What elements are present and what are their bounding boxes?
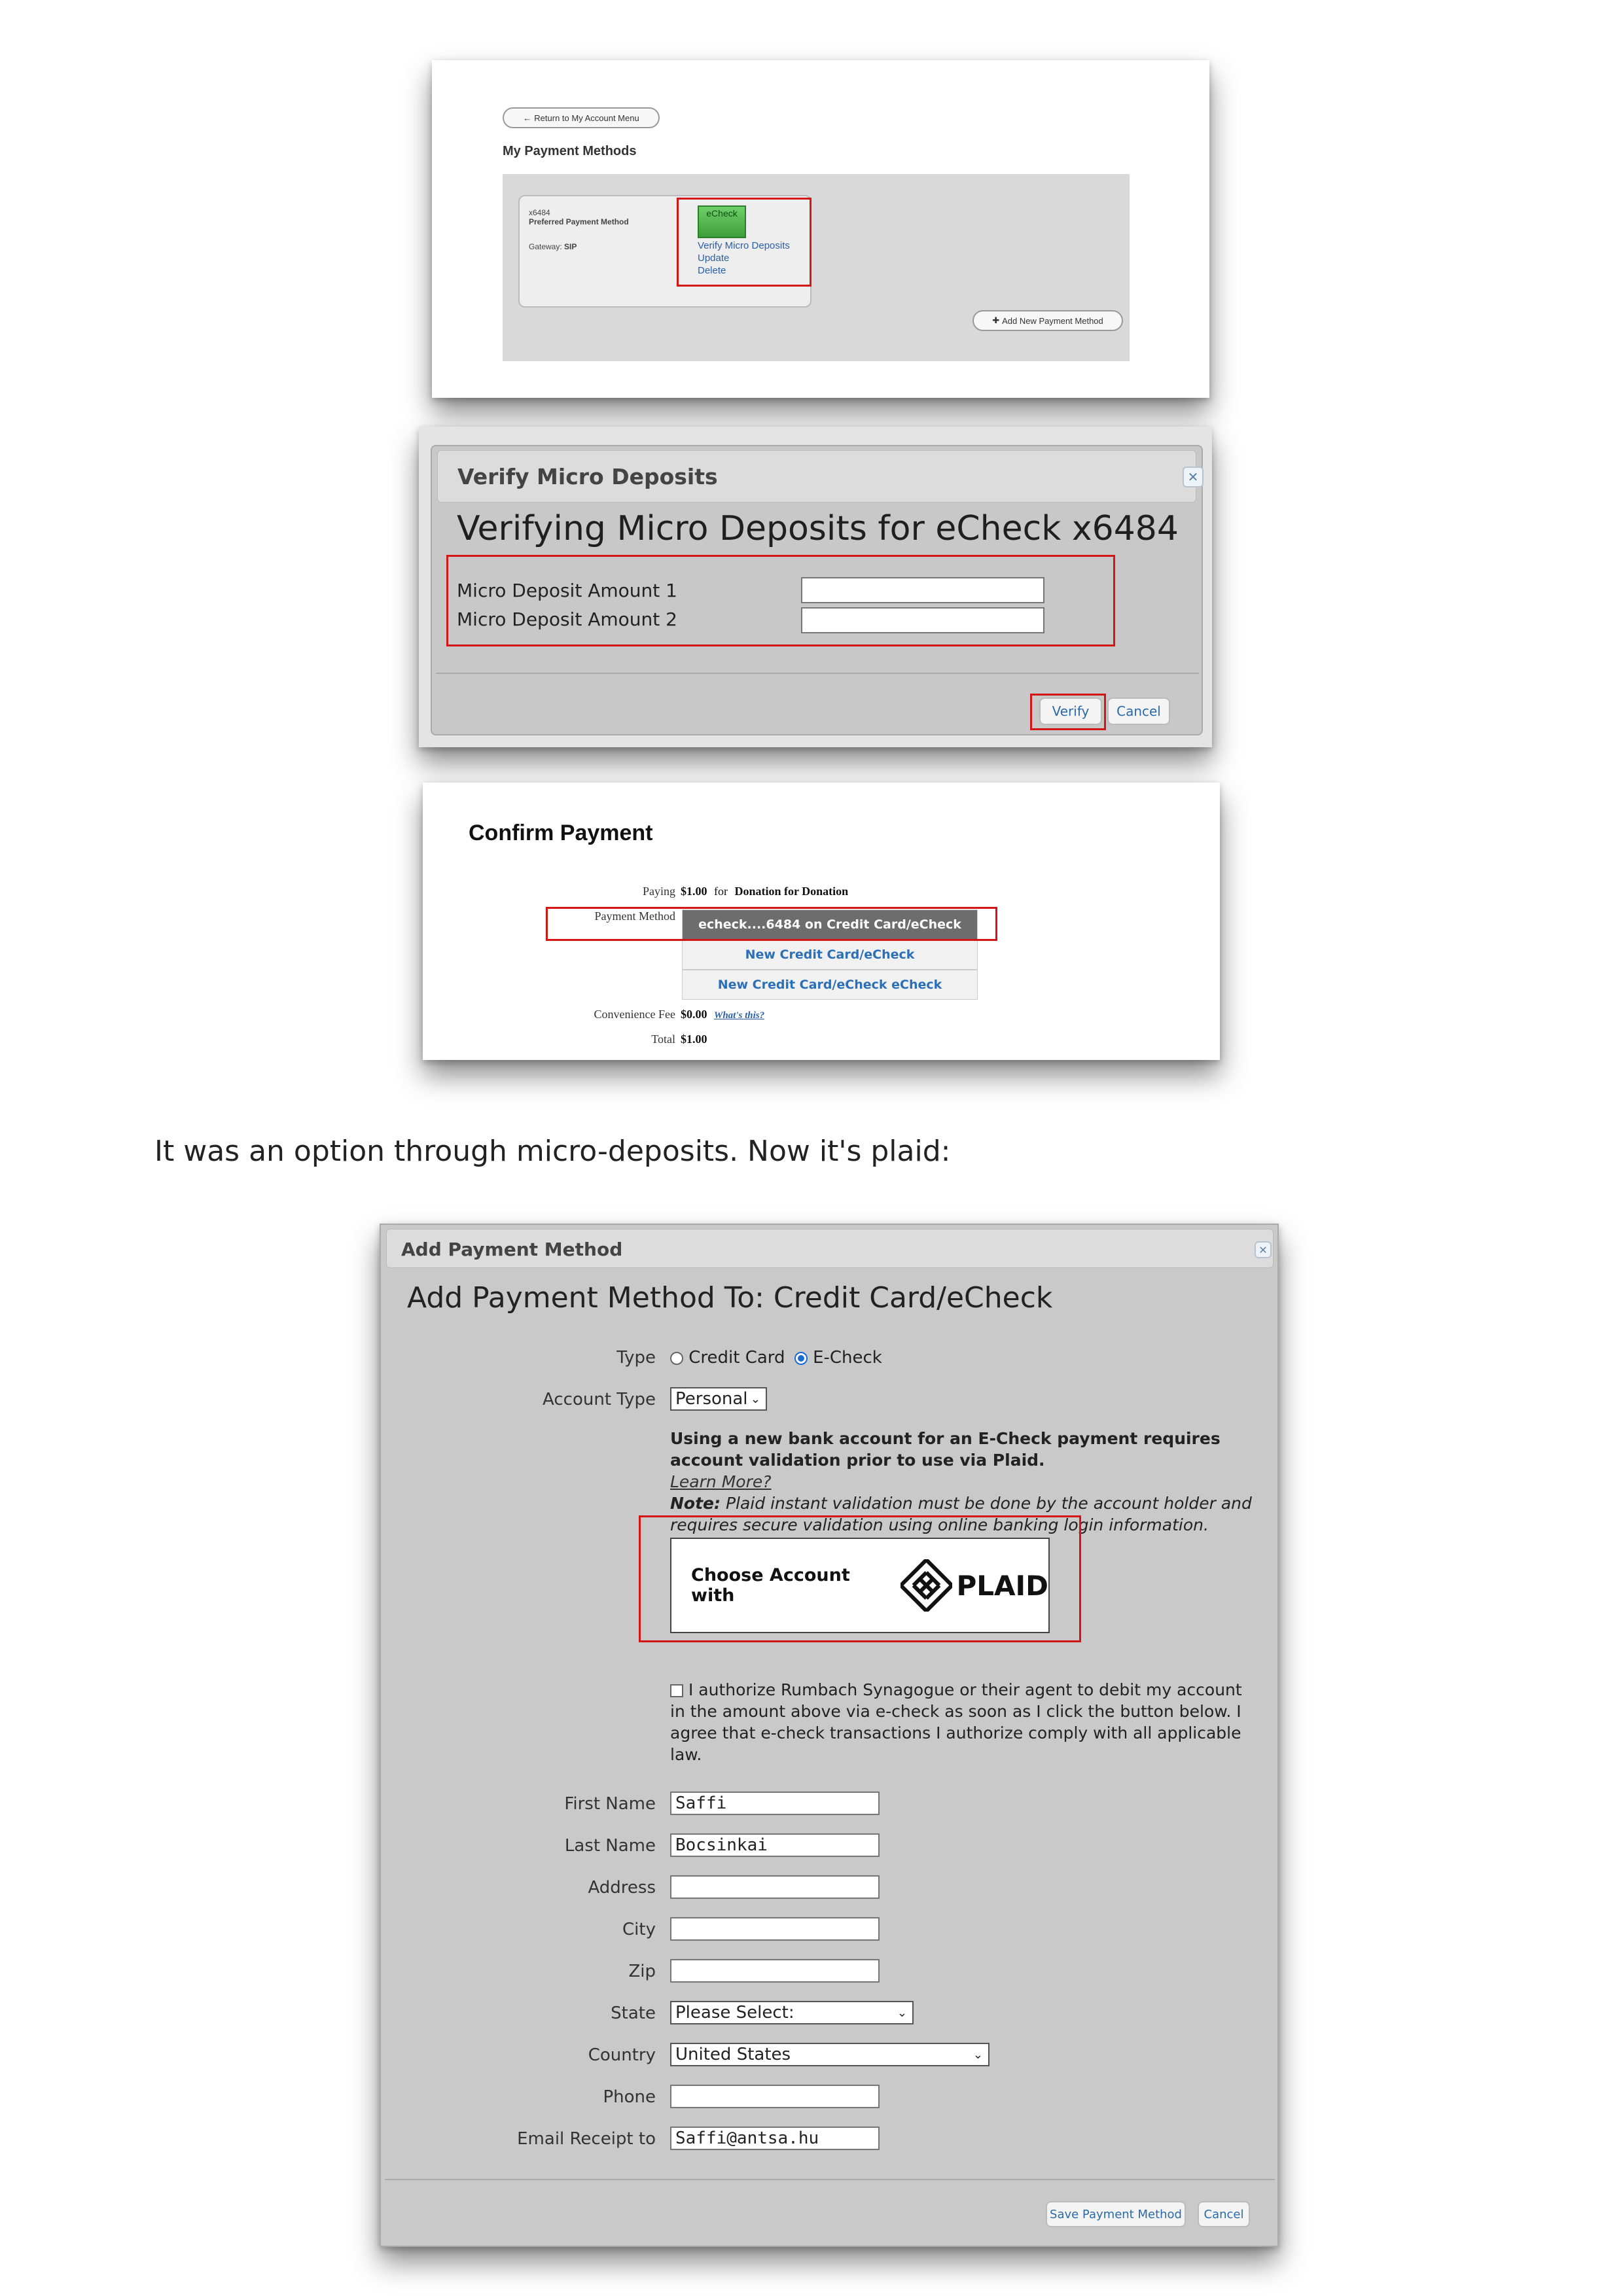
screenshot-add-payment-method [380, 1224, 1279, 2247]
payment-option[interactable]: New Credit Card/eCheck eCheck [682, 970, 978, 1000]
last-name-label: Last Name [564, 1836, 656, 1856]
zip-input[interactable] [670, 1959, 880, 1983]
plus-icon: ✚ [992, 315, 1000, 325]
state-label: State [611, 2004, 656, 2023]
learn-more-link[interactable]: Learn More? [670, 1472, 772, 1491]
amount-1-label: Micro Deposit Amount 1 [457, 580, 677, 601]
caption-text: It was an option through micro-deposits. Now it's plaid: [154, 1135, 951, 1168]
highlight-box [546, 907, 997, 941]
chevron-down-icon: ⌄ [750, 1392, 760, 1406]
chevron-down-icon: ⌄ [972, 2047, 983, 2062]
screenshot-verify-micro-deposits [419, 427, 1212, 747]
authorize-checkbox[interactable] [670, 1684, 683, 1697]
type-options: Credit Card E-Check [670, 1348, 882, 1368]
address-input[interactable] [670, 1875, 880, 1899]
account-type-select[interactable]: Personal ⌄ [670, 1387, 767, 1411]
save-payment-method-button[interactable]: Save Payment Method [1046, 2201, 1186, 2227]
divider [436, 673, 1199, 674]
payment-option-selected[interactable]: echeck....6484 on Credit Card/eCheck [682, 910, 978, 940]
country-label: Country [588, 2045, 656, 2065]
highlight-box [677, 198, 812, 287]
highlight-box [639, 1515, 1081, 1642]
fee-label: Convenience Fee [594, 1008, 675, 1021]
last-name-input[interactable]: Bocsinkai [670, 1833, 880, 1857]
dialog-heading: Verifying Micro Deposits for eCheck x6484 [457, 509, 1179, 548]
update-link[interactable]: Update [698, 253, 730, 264]
zip-label: Zip [628, 1962, 656, 1981]
gateway: Gateway: SIP [529, 242, 577, 251]
account-type-label: Account Type [543, 1390, 656, 1409]
divider [385, 2179, 1275, 2180]
radio-credit-card[interactable] [670, 1352, 683, 1365]
first-name-input[interactable]: Saffi [670, 1792, 880, 1815]
country-select[interactable]: United States ⌄ [670, 2043, 990, 2066]
echeck-icon: eCheck [698, 205, 746, 238]
city-input[interactable] [670, 1917, 880, 1941]
highlight-box [1030, 694, 1106, 730]
payment-method-label: Payment Method [594, 910, 675, 923]
phone-input[interactable] [670, 2085, 880, 2108]
whats-this-link[interactable]: What's this? [714, 1010, 765, 1021]
address-label: Address [588, 1878, 656, 1898]
preferred-label: Preferred Payment Method [529, 217, 629, 226]
page-title: Confirm Payment [469, 821, 653, 845]
close-icon[interactable]: ✕ [1255, 1241, 1272, 1258]
screenshot-my-payment-methods [432, 60, 1209, 398]
payment-option[interactable]: New Credit Card/eCheck [682, 940, 978, 970]
highlight-box [446, 555, 1115, 646]
plaid-info: Using a new bank account for an E-Check payment requires account validation prior to use via Plaid. Learn More? Note: Plaid instant validation must be done by the account holder and requires secure validation using online banking login information. [670, 1428, 1259, 1536]
first-name-label: First Name [564, 1794, 656, 1814]
fee-row: $0.00 What's this? [681, 1008, 765, 1021]
email-input[interactable]: Saffi@antsa.hu [670, 2127, 880, 2150]
verify-micro-deposits-link[interactable]: Verify Micro Deposits [698, 240, 790, 251]
authorize-text: I authorize Rumbach Synagogue or their agent to debit my account in the amount above via e-check as soon as I click the button below. I agree that e-check transactions I authorize comply with all applicable law. [670, 1680, 1242, 1764]
email-label: Email Receipt to [517, 2129, 656, 2149]
cancel-button[interactable]: Cancel [1107, 698, 1170, 725]
delete-link[interactable]: Delete [698, 265, 726, 276]
type-label: Type [616, 1348, 656, 1368]
cancel-button[interactable]: Cancel [1198, 2201, 1250, 2227]
account-number: x6484 [529, 208, 550, 217]
dialog-titlebar: Verify Micro Deposits ✕ [437, 450, 1196, 503]
return-to-account-button[interactable]: ← Return to My Account Menu [503, 107, 660, 128]
dialog-titlebar: Add Payment Method ✕ [386, 1229, 1274, 1268]
state-select[interactable]: Please Select: ⌄ [670, 2001, 914, 2024]
dialog-heading: Add Payment Method To: Credit Card/eCheck [407, 1281, 1053, 1315]
choose-account-plaid-button[interactable]: Choose Account with PLAID [670, 1538, 1050, 1633]
add-payment-method-button[interactable]: ✚ Add New Payment Method [972, 310, 1123, 331]
total-label: Total [651, 1033, 675, 1046]
page-title: My Payment Methods [503, 144, 637, 158]
chevron-down-icon: ⌄ [897, 2005, 907, 2020]
screenshot-confirm-payment [423, 783, 1220, 1060]
arrow-left-icon: ← [523, 113, 532, 123]
phone-label: Phone [603, 2087, 656, 2107]
radio-echeck[interactable] [794, 1352, 808, 1365]
paying-label: Paying [642, 885, 675, 898]
verify-button[interactable]: Verify [1039, 698, 1102, 725]
close-icon[interactable]: ✕ [1183, 467, 1204, 487]
paying-row: $1.00 for Donation for Donation [681, 885, 849, 898]
city-label: City [622, 1920, 656, 1939]
total-value: $1.00 [681, 1033, 707, 1046]
amount-2-label: Micro Deposit Amount 2 [457, 609, 677, 630]
